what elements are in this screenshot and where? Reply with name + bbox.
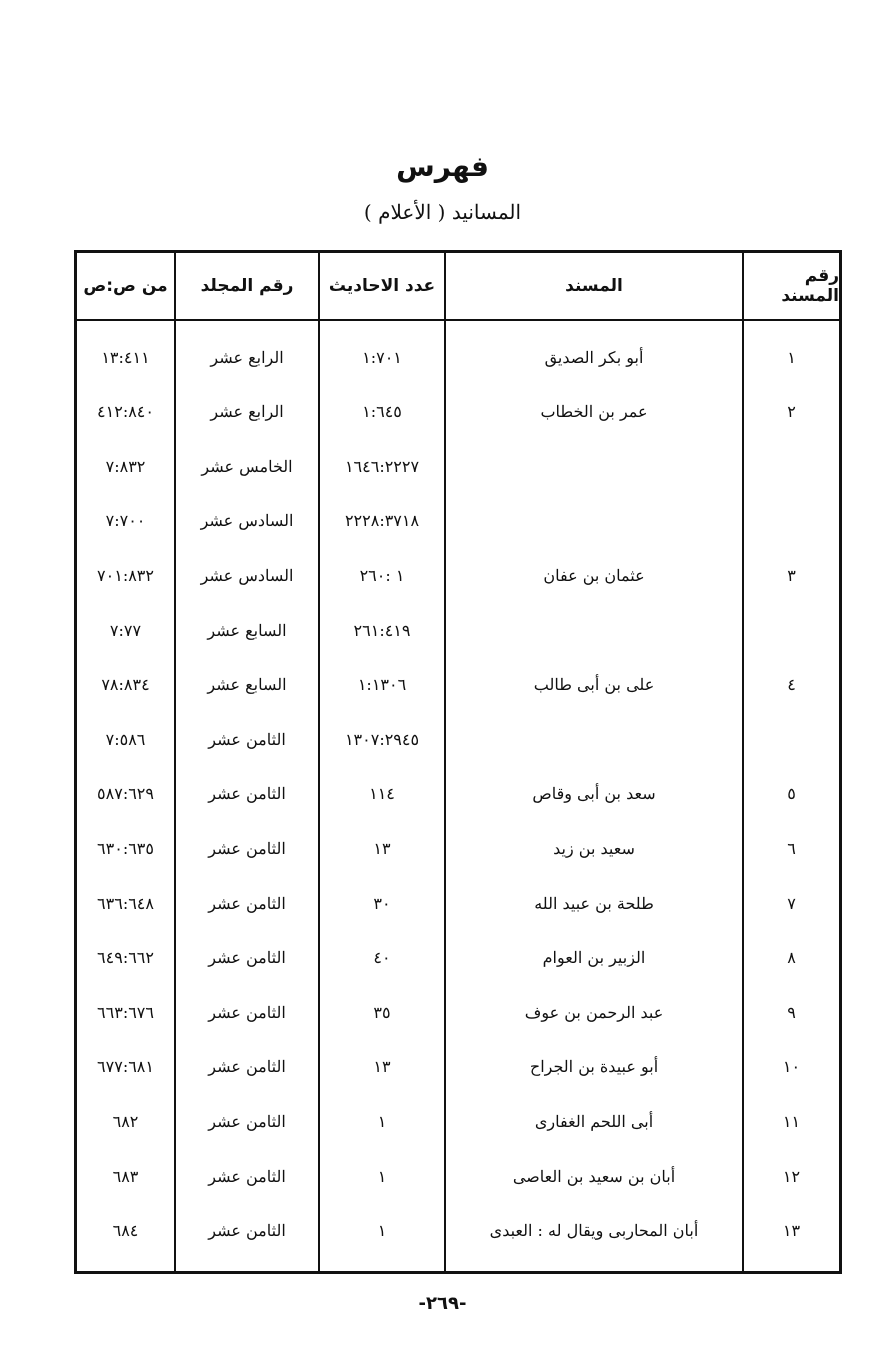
cell-musnad: عثمان بن عفان [543, 565, 645, 585]
cell-pages: ٤١٢:٨٤٠ [97, 402, 154, 422]
header-hadith-count: عدد الاحاديث [328, 276, 436, 296]
cell-number: ١١ [782, 1111, 801, 1131]
cell-hadith-count: ١:١٣٠٦ [357, 675, 407, 695]
cell-pages: ٧:٨٣٢ [105, 456, 146, 476]
cell-hadith-count: ١٣٠٧:٢٩٤٥ [344, 729, 420, 749]
cell-hadith-count: ١ :٢٦٠ [359, 565, 405, 585]
page-subtitle: المسانيد ( الأعلام ) [363, 200, 522, 224]
cell-musnad: أبان بن سعيد بن العاصى [512, 1166, 676, 1186]
cell-volume: الثامن عشر [208, 1166, 286, 1186]
cell-musnad: عبد الرحمن بن عوف [524, 1002, 664, 1022]
cell-volume: الخامس عشر [201, 456, 293, 476]
header-pages: من ص:ص [83, 276, 168, 296]
header-volume: رقم المجلد [200, 276, 294, 296]
cell-hadith-count: ١٣ [373, 1057, 391, 1077]
cell-volume: السادس عشر [200, 565, 294, 585]
table-row [77, 1040, 839, 1094]
cell-pages: ٧:٥٨٦ [105, 729, 146, 749]
cell-musnad: أبى اللحم الغفارى [534, 1111, 654, 1131]
cell-pages: ٧٠١:٨٣٢ [97, 565, 154, 585]
cell-volume: الثامن عشر [208, 1002, 286, 1022]
cell-number: ٥ [787, 784, 796, 804]
cell-musnad: سعيد بن زيد [553, 838, 635, 858]
cell-hadith-count: ١١٤ [369, 784, 395, 804]
cell-hadith-count: ٣٠ [373, 893, 391, 913]
cell-musnad: الزبير بن العوام [542, 948, 646, 968]
cell-number: ٣ [787, 565, 796, 585]
table-row [77, 821, 839, 875]
cell-volume: الثامن عشر [208, 784, 286, 804]
cell-volume: السابع عشر [207, 675, 287, 695]
page-number: -٢٦٩- [418, 1293, 467, 1314]
cell-hadith-count: ١:٦٤٥ [362, 402, 402, 422]
cell-pages: ٦٦٣:٦٧٦ [97, 1002, 154, 1022]
cell-number: ٢ [787, 402, 796, 422]
table-row [77, 330, 839, 384]
cell-musnad: عمر بن الخطاب [540, 402, 648, 422]
table-row [77, 1204, 839, 1258]
cell-hadith-count: ٤٠ [373, 948, 391, 968]
cell-volume: السادس عشر [200, 511, 294, 531]
cell-musnad: على بن أبى طالب [533, 675, 655, 695]
cell-pages: ٦٣٦:٦٤٨ [97, 893, 154, 913]
cell-musnad [446, 494, 742, 548]
cell-pages: ٦٨٢ [112, 1111, 139, 1131]
header-divider [77, 319, 839, 321]
cell-pages: ٧:٧٧ [109, 620, 142, 640]
cell-musnad: أبو بكر الصديق [544, 347, 644, 367]
cell-pages: ١٣:٤١١ [101, 347, 150, 367]
cell-pages: ٦٧٧:٦٨١ [97, 1057, 154, 1077]
cell-number: ١٢ [782, 1166, 801, 1186]
cell-pages: ٦٤٩:٦٦٢ [97, 948, 154, 968]
cell-hadith-count: ١٣ [373, 838, 391, 858]
cell-pages: ٧٨:٨٣٤ [101, 675, 150, 695]
cell-hadith-count: ١ [377, 1166, 387, 1186]
header-number: رقم المسند [781, 266, 839, 306]
cell-number [744, 603, 839, 657]
cell-musnad: طلحة بن عبيد الله [534, 893, 654, 913]
table-row [77, 985, 839, 1039]
table-row [77, 385, 839, 439]
cell-number: ١ [787, 347, 796, 367]
cell-musnad [446, 439, 742, 493]
cell-number: ١٠ [782, 1057, 801, 1077]
cell-number [744, 494, 839, 548]
cell-musnad: أبان المحاربى ويقال له : العبدى [489, 1221, 699, 1241]
cell-volume: الثامن عشر [208, 893, 286, 913]
cell-pages: ٦٨٤ [112, 1221, 139, 1241]
cell-hadith-count: ١ [377, 1221, 387, 1241]
cell-hadith-count: ١:٧٠١ [362, 347, 402, 367]
cell-hadith-count: ٢٢٢٨:٣٧١٨ [344, 511, 420, 531]
cell-volume: السابع عشر [207, 620, 287, 640]
table-row [77, 1149, 839, 1203]
cell-hadith-count: ٢٦١:٤١٩ [353, 620, 411, 640]
cell-pages: ٧:٧٠٠ [105, 511, 146, 531]
table-row [77, 494, 839, 548]
cell-hadith-count: ١ [377, 1111, 387, 1131]
cell-volume: الثامن عشر [208, 729, 286, 749]
table-row [77, 876, 839, 930]
cell-hadith-count: ٣٥ [373, 1002, 391, 1022]
cell-volume: الثامن عشر [208, 1057, 286, 1077]
cell-number: ٧ [787, 893, 796, 913]
cell-number: ٦ [787, 838, 796, 858]
table-row [77, 439, 839, 493]
header-musnad: المسند [565, 276, 623, 296]
cell-pages: ٥٨٧:٦٢٩ [97, 784, 154, 804]
table-row [77, 658, 839, 712]
table-row [77, 712, 839, 766]
cell-volume: الثامن عشر [208, 1221, 286, 1241]
table-row [77, 603, 839, 657]
cell-number: ٨ [787, 948, 796, 968]
cell-volume: الثامن عشر [208, 838, 286, 858]
table-row [77, 931, 839, 985]
cell-musnad [446, 603, 742, 657]
cell-hadith-count: ١٦٤٦:٢٢٢٧ [344, 456, 420, 476]
index-table [74, 250, 842, 1274]
cell-musnad: أبو عبيدة بن الجراح [529, 1057, 659, 1077]
cell-number: ٤ [787, 675, 796, 695]
cell-number: ٩ [787, 1002, 796, 1022]
cell-musnad [446, 712, 742, 766]
cell-volume: الرابع عشر [210, 347, 284, 367]
table-row [77, 767, 839, 821]
cell-volume: الثامن عشر [208, 1111, 286, 1131]
cell-pages: ٦٣٠:٦٣٥ [97, 838, 154, 858]
cell-pages: ٦٨٣ [112, 1166, 139, 1186]
cell-number [744, 712, 839, 766]
page-title: فهرس [396, 150, 489, 183]
cell-volume: الثامن عشر [208, 948, 286, 968]
cell-volume: الرابع عشر [210, 402, 284, 422]
cell-number: ١٣ [782, 1221, 801, 1241]
table-row [77, 1094, 839, 1148]
cell-musnad: سعد بن أبى وقاص [532, 784, 656, 804]
table-row [77, 548, 839, 602]
cell-number [744, 439, 839, 493]
